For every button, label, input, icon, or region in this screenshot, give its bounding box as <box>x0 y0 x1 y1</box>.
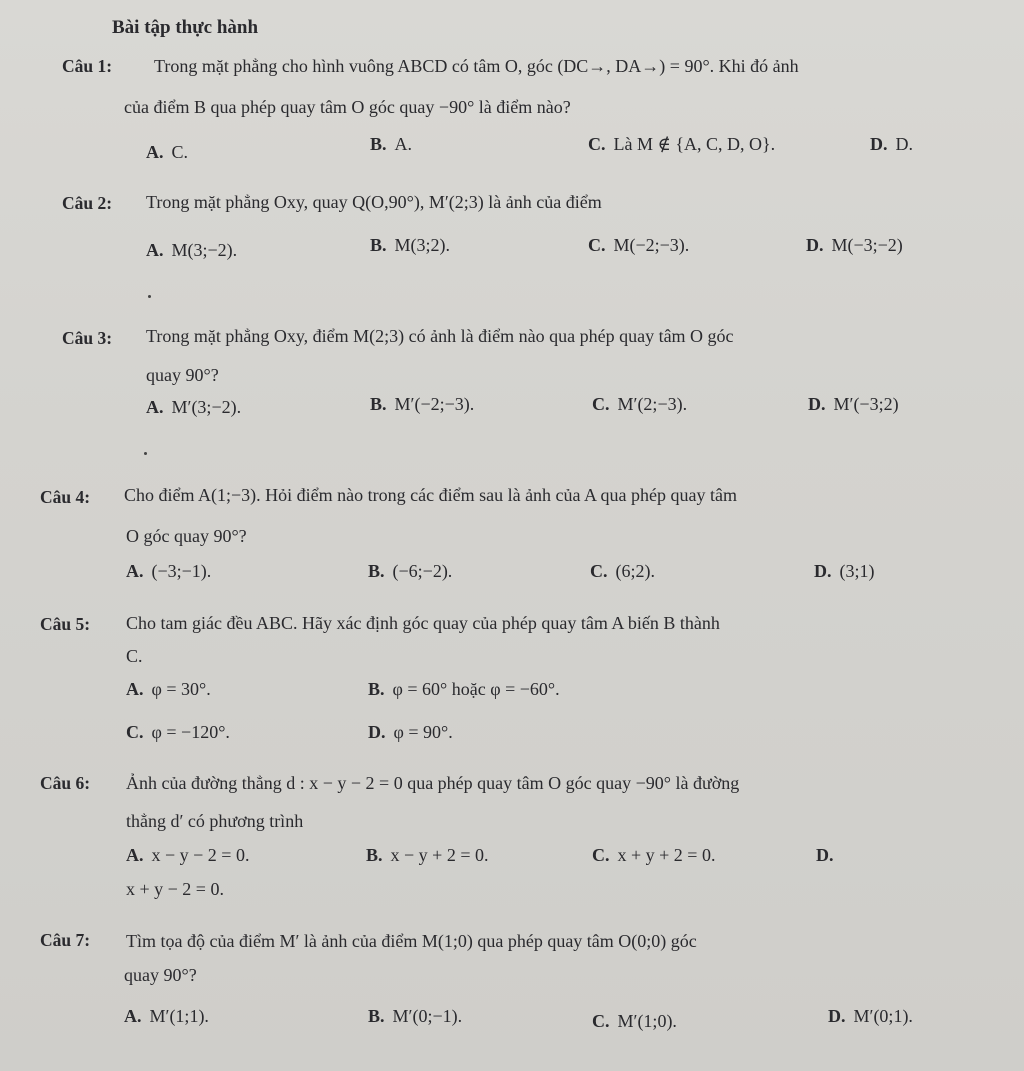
question-1-option-d[interactable] <box>870 135 913 153</box>
question-4-option-d[interactable] <box>814 562 875 580</box>
option-text: M′(−2;−3). <box>394 394 475 414</box>
question-5-option-d[interactable] <box>368 723 453 741</box>
option-text: x + y + 2 = 0. <box>617 845 716 865</box>
option-text: A. <box>394 134 413 154</box>
option-text: M′(0;1). <box>853 1006 913 1026</box>
question-5-option-c[interactable] <box>126 723 230 741</box>
question-4-line-1: Cho điểm A(1;−3). Hỏi điểm nào trong các điểm sau là ảnh của A qua phép quay tâm <box>124 485 738 505</box>
option-text: D. <box>895 134 913 154</box>
question-7-line-1: Tìm tọa độ của điểm M′ là ảnh của điểm M(1;0) qua phép quay tâm O(0;0) góc <box>126 931 697 951</box>
option-text: M′(0;−1). <box>392 1006 463 1026</box>
option-text: φ = 90°. <box>393 722 453 742</box>
question-4-option-a[interactable] <box>126 562 211 580</box>
option-label: B. <box>370 134 387 154</box>
option-text: φ = 60° hoặc φ = −60°. <box>392 679 560 699</box>
question-1-label: Câu 1: <box>62 56 113 76</box>
option-label: B. <box>366 845 383 865</box>
option-text: x − y − 2 = 0. <box>151 845 250 865</box>
question-2-label: Câu 2: <box>62 193 113 213</box>
option-label: A. <box>146 397 164 417</box>
question-4-option-c[interactable] <box>590 562 655 580</box>
option-label: D. <box>806 235 824 255</box>
question-3-option-c[interactable] <box>592 395 687 413</box>
question-7-option-d[interactable] <box>828 1007 913 1025</box>
question-1-line-2: của điểm B qua phép quay tâm O góc quay −90° là điểm nào? <box>124 97 571 117</box>
option-label: C. <box>592 1011 610 1031</box>
option-label: A. <box>126 679 144 699</box>
question-7-option-b[interactable] <box>368 1007 462 1025</box>
question-6-option-c[interactable] <box>592 846 715 864</box>
option-label: A. <box>146 240 164 260</box>
question-6-line-1: Ảnh của đường thẳng d : x − y − 2 = 0 qua phép quay tâm O góc quay −90° là đường <box>126 773 740 793</box>
question-3-line-1: Trong mặt phẳng Oxy, điểm M(2;3) có ảnh là điểm nào qua phép quay tâm O góc <box>146 326 734 346</box>
option-label: D. <box>808 394 826 414</box>
question-1-line-1: Trong mặt phẳng cho hình vuông ABCD có tâm O, góc (DC→, DA→) = 90°. Khi đó ảnh <box>154 56 799 76</box>
option-label: D. <box>814 561 832 581</box>
option-label: C. <box>588 134 606 154</box>
question-7-label: Câu 7: <box>40 930 91 950</box>
option-label: B. <box>370 235 387 255</box>
option-label: A. <box>126 561 144 581</box>
question-1-option-b[interactable] <box>370 135 412 153</box>
option-text: M(−3;−2) <box>831 235 903 255</box>
question-3-option-b[interactable] <box>370 395 474 413</box>
option-text: (6;2). <box>615 561 655 581</box>
question-5-label: Câu 5: <box>40 614 91 634</box>
option-label: C. <box>592 845 610 865</box>
option-label: A. <box>124 1006 142 1026</box>
question-3-option-a[interactable] <box>146 398 241 416</box>
stray-mark <box>144 452 147 455</box>
question-1-option-c[interactable] <box>588 135 775 153</box>
option-label: C. <box>588 235 606 255</box>
option-text: C. <box>171 142 189 162</box>
question-4-line-2: O góc quay 90°? <box>126 526 247 546</box>
option-text: M(−2;−3). <box>613 235 690 255</box>
question-6-option-d[interactable] <box>816 846 842 864</box>
option-text: M′(2;−3). <box>617 394 688 414</box>
option-text: M′(−3;2) <box>833 394 899 414</box>
option-text: (−6;−2). <box>392 561 453 581</box>
option-text: M′(1;0). <box>617 1011 677 1031</box>
option-label: D. <box>368 722 386 742</box>
option-text: M′(1;1). <box>149 1006 209 1026</box>
option-text: φ = 30°. <box>151 679 211 699</box>
question-6-option-b[interactable] <box>366 846 488 864</box>
question-2-option-c[interactable] <box>588 236 689 254</box>
question-7-option-a[interactable] <box>124 1007 209 1025</box>
option-label: C. <box>590 561 608 581</box>
option-text: x − y + 2 = 0. <box>390 845 489 865</box>
question-4-option-b[interactable] <box>368 562 452 580</box>
question-7-option-c[interactable] <box>592 1012 677 1030</box>
option-text: M(3;2). <box>394 235 451 255</box>
option-label: C. <box>592 394 610 414</box>
option-text: φ = −120°. <box>151 722 230 742</box>
option-label: A. <box>146 142 164 162</box>
question-3-label: Câu 3: <box>62 328 113 348</box>
question-7-line-2: quay 90°? <box>124 965 197 985</box>
option-label: B. <box>370 394 387 414</box>
question-5-line-1: Cho tam giác đều ABC. Hãy xác định góc quay của phép quay tâm A biến B thành <box>126 613 720 633</box>
question-3-line-2: quay 90°? <box>146 365 219 385</box>
worksheet-title: Bài tập thực hành <box>112 17 259 38</box>
option-text: (3;1) <box>839 561 875 581</box>
question-5-line-2: C. <box>126 646 143 666</box>
option-label: D. <box>870 134 888 154</box>
question-3-option-d[interactable] <box>808 395 899 413</box>
stray-mark <box>148 295 151 298</box>
option-label: B. <box>368 561 385 581</box>
question-4-label: Câu 4: <box>40 487 91 507</box>
option-label: B. <box>368 1006 385 1026</box>
question-2-option-d[interactable] <box>806 236 903 254</box>
question-6-line-2: thẳng d′ có phương trình <box>126 811 304 831</box>
option-label: D. <box>828 1006 846 1026</box>
option-text: Là M ∉ {A, C, D, O}. <box>613 134 776 154</box>
option-label: D. <box>816 845 834 865</box>
option-label: A. <box>126 845 144 865</box>
question-2-option-a[interactable] <box>146 241 237 259</box>
question-5-option-a[interactable] <box>126 680 211 698</box>
option-text: M′(3;−2). <box>171 397 242 417</box>
option-label: C. <box>126 722 144 742</box>
question-1-option-a[interactable] <box>146 143 188 161</box>
option-text: (−3;−1). <box>151 561 212 581</box>
question-6-label: Câu 6: <box>40 773 91 793</box>
option-text: M(3;−2). <box>171 240 238 260</box>
question-6-option-a[interactable] <box>126 846 249 864</box>
question-2-line-1: Trong mặt phẳng Oxy, quay Q(O,90°), M′(2;3) là ảnh của điểm <box>146 192 602 212</box>
question-5-option-b[interactable] <box>368 680 560 698</box>
question-6-option-d-continuation: x + y − 2 = 0. <box>126 879 224 899</box>
question-2-option-b[interactable] <box>370 236 450 254</box>
option-label: B. <box>368 679 385 699</box>
